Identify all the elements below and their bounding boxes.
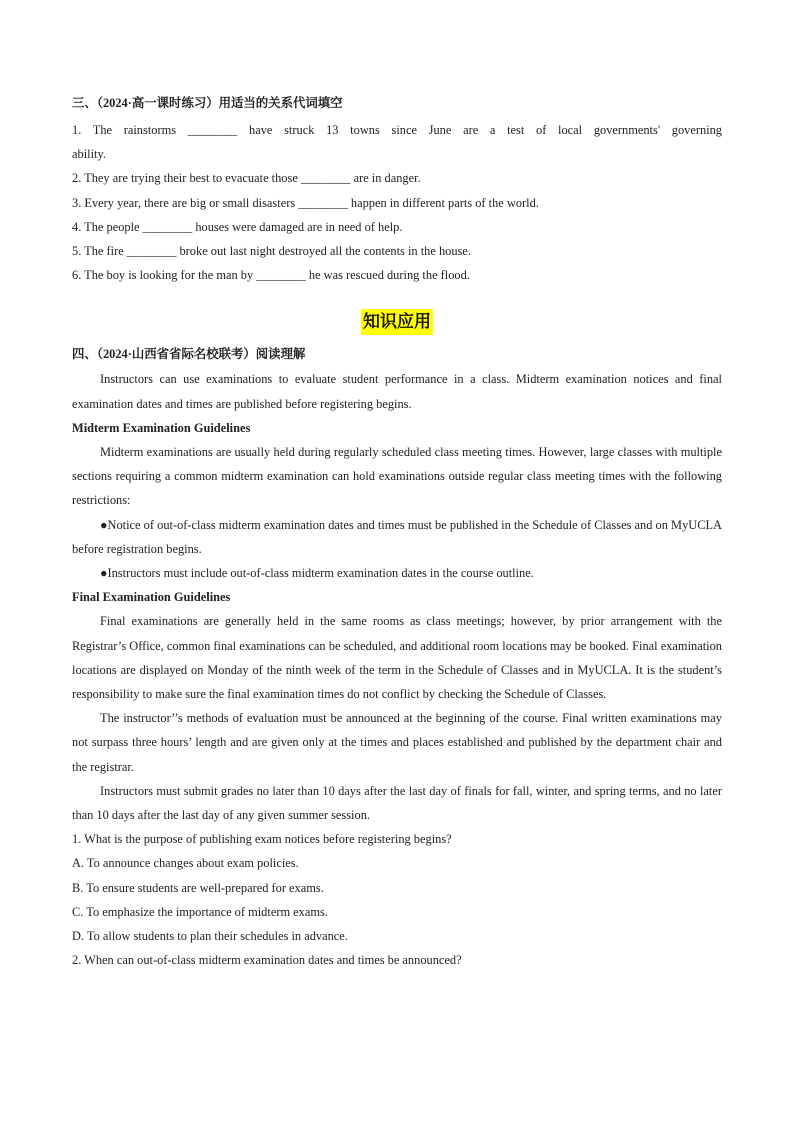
fill-in-item-5: 5. The fire ________ broke out last night destroyed all the contents in the house. bbox=[72, 244, 471, 259]
final-paragraph-1: Final examinations are generally held in the same rooms as class meetings; however, by prior arrangement with the Registrar’s Office, common final examinations can be scheduled, and additional room locations may be booked. Final examination locations are displayed on Monday of the ninth week of the term in the Schedule of Classes and in MyUCLA. It is the student’s responsibility to make sure the final examination times do not conflict by checking the Schedule of Classes. bbox=[72, 614, 722, 702]
section-4-title: 四、（2024·山西省省际名校联考）阅读理解 bbox=[72, 347, 306, 362]
intro-paragraph: Instructors can use examinations to evaluate student performance in a class. Midterm examination notices and final examination dates and times are published before registering begins. bbox=[72, 372, 722, 411]
fill-in-item-3: 3. Every year, there are big or small disasters ________ happen in different parts of the world. bbox=[72, 195, 539, 210]
fill-in-item-6: 6. The boy is looking for the man by ________ he was rescued during the flood. bbox=[72, 268, 470, 283]
final-paragraph-3: Instructors must submit grades no later than 10 days after the last day of finals for fall, winter, and spring terms, and no later than 10 days after the last day of any given summer session. bbox=[72, 783, 722, 823]
section-3-title: 三、（2024·高一课时练习）用适当的关系代词填空 bbox=[72, 96, 343, 110]
midterm-bullet-1: ●Notice of out-of-class midterm examination dates and times must be published in the Schedule of Classes and on MyUCLA before registration begins. bbox=[72, 517, 722, 556]
question-1: 1. What is the purpose of publishing exam notices before registering begins? bbox=[72, 832, 452, 847]
question-1-option-d: D. To allow students to plan their schedules in advance. bbox=[72, 929, 348, 944]
fill-in-item-1-cont: ability. bbox=[72, 147, 106, 162]
question-1-option-c: C. To emphasize the importance of midterm exams. bbox=[72, 904, 328, 919]
question-2: 2. When can out-of-class midterm examination dates and times be announced? bbox=[72, 953, 462, 968]
question-1-option-b: B. To ensure students are well-prepared for exams. bbox=[72, 880, 324, 895]
midterm-heading: Midterm Examination Guidelines bbox=[72, 420, 251, 435]
section-heading-wrap bbox=[72, 309, 722, 339]
final-heading: Final Examination Guidelines bbox=[72, 590, 231, 605]
final-paragraph-2: The instructor’’s methods of evaluation must be announced at the beginning of the course. Final written examinations may not surpass three hours’ length and are given only at the times and places established and published by the department chair and the registrar. bbox=[72, 711, 722, 774]
document-page bbox=[72, 88, 722, 973]
section-3-items bbox=[72, 118, 722, 287]
section-heading: 知识应用 bbox=[361, 309, 433, 335]
fill-in-item-1: 1. The rainstorms ________ have struck 13 towns since June are a test of local governments' governing bbox=[72, 123, 722, 137]
midterm-bullet-2: ●Instructors must include out-of-class midterm examination dates in the course outline. bbox=[100, 566, 534, 581]
question-1-option-a: A. To announce changes about exam policies. bbox=[72, 856, 299, 871]
midterm-paragraph: Midterm examinations are usually held during regularly scheduled class meeting times. However, large classes with multiple sections requiring a common midterm examination can hold examinations outside regular class meeting times with the following restrictions: bbox=[72, 445, 722, 508]
fill-in-item-2: 2. They are trying their best to evacuate those ________ are in danger. bbox=[72, 171, 421, 186]
fill-in-item-4: 4. The people ________ houses were damaged are in need of help. bbox=[72, 219, 403, 234]
